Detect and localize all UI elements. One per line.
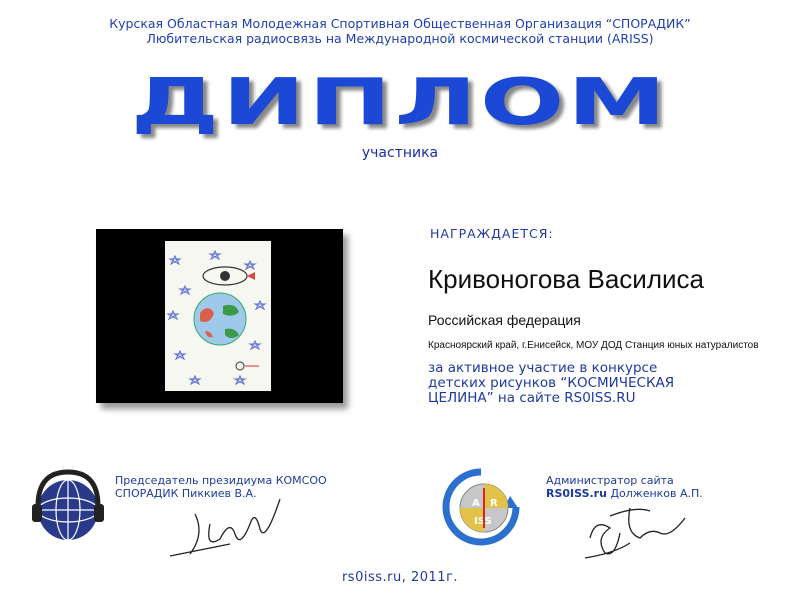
header-line-1: Курская Областная Молодежная Спортивная Общественная Организация “СПОРАДИК” [109, 16, 691, 31]
header-line-2: Любительская радиосвязь на Международной космической станции (ARISS) [146, 31, 654, 46]
award-reason-line-3: ЦЕЛИНА” на сайте RS0ISS.RU [428, 390, 636, 406]
recipient-place: Красноярский край, г.Енисейск, МОУ ДОД Станция юных натуралистов [428, 340, 759, 351]
chair-signature [165, 494, 295, 564]
svg-text:ISS: ISS [474, 516, 492, 527]
admin-name: Долженков А.П. [610, 487, 703, 500]
sporadic-globe-logo [28, 466, 108, 546]
award-reason [428, 361, 788, 406]
awarded-label: НАГРАЖДАЕТСЯ: [430, 226, 554, 241]
admin-site: RS0ISS.ru [546, 487, 607, 500]
drawing-photo [96, 229, 343, 403]
chair-line-1: Председатель президиума КОМСОО [115, 474, 327, 487]
admin-line-1: Администратор сайта [546, 474, 674, 487]
admin-signature [580, 498, 690, 566]
chair-line-2: СПОРАДИК Пиккиев В.А. [115, 487, 257, 500]
recipient-name: Кривоногова Василиса [428, 264, 704, 294]
admin-caption [546, 474, 703, 500]
award-reason-line-1: за активное участие в конкурсе [428, 360, 658, 376]
award-reason-line-2: детских рисунков “КОСМИЧЕСКАЯ [428, 375, 675, 391]
diploma-title: ДИПЛОМ [130, 66, 670, 140]
ariss-logo [440, 466, 522, 548]
diploma-subtitle: участника [361, 145, 439, 161]
child-drawing-image [165, 241, 271, 391]
svg-text:A: A [472, 498, 480, 509]
recipient-country: Российская федерация [428, 312, 581, 328]
svg-text:R: R [490, 498, 498, 509]
footer-site-year: rs0iss.ru, 2011г. [341, 570, 459, 585]
